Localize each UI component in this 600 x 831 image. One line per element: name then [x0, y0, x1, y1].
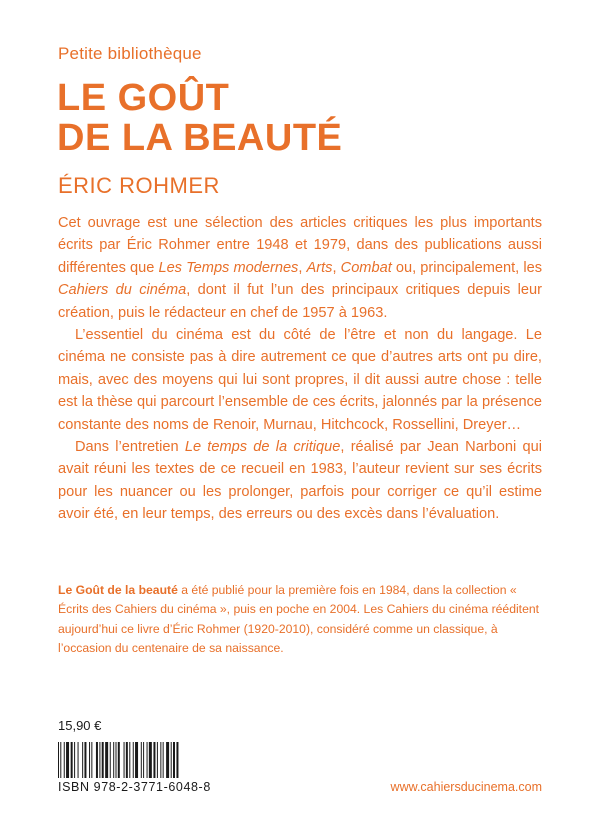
barcode-bar	[143, 742, 144, 778]
barcode-bar	[82, 742, 83, 778]
barcode-bar	[113, 742, 114, 778]
barcode-bar	[89, 742, 90, 778]
barcode-bar	[78, 742, 79, 778]
title-line-2: DE LA BEAUTÉ	[57, 117, 343, 159]
blurb-paragraph-3: Dans l’entretien Le temps de la critique, réalisé par Jean Narboni qui avait réuni les textes de ce recueil en 1983, l’auteur revient sur ses écrits pour les nuancer ou les prolonger, parfois pour corriger ce qu’il estime avoir été, en leur temps, des erreurs ou des excès dans l’évaluation.	[58, 439, 542, 523]
barcode-bar	[66, 742, 69, 778]
barcode-bar	[176, 742, 178, 778]
barcode-bar	[116, 742, 117, 778]
barcode-bar	[149, 742, 152, 778]
barcode-bar	[173, 742, 175, 778]
barcode-bar	[84, 742, 86, 778]
blurb	[58, 212, 542, 526]
barcode-bar	[91, 742, 92, 778]
barcode-bar	[105, 742, 108, 778]
barcode-bar	[60, 742, 61, 778]
barcode-bar	[153, 742, 155, 778]
barcode-bar	[110, 742, 111, 778]
barcode-bar	[160, 742, 161, 778]
barcode-bar	[99, 742, 100, 778]
barcode-bar	[147, 742, 148, 778]
barcode-bar	[124, 742, 125, 778]
barcode-bar	[71, 742, 73, 778]
price: 15,90 €	[58, 718, 102, 733]
isbn: ISBN 978-2-3771-6048-8	[58, 780, 211, 794]
barcode-bar	[102, 742, 104, 778]
barcode	[58, 742, 224, 778]
website-link[interactable]: www.cahiersducinema.com	[390, 780, 542, 794]
barcode-bar	[141, 742, 142, 778]
publication-note: Le Goût de la beauté a été publié pour la première fois en 1984, dans la collection « Écrits des Cahiers du cinéma », puis en poche en 2004. Les Cahiers du cinéma rééditent aujourd’hui ce livre d’Éric Rohmer (1920-2010), considéré comme un classique, à l’occasion du centenaire de sa naissance.	[58, 583, 540, 656]
barcode-bar	[171, 742, 172, 778]
barcode-bar	[135, 742, 138, 778]
barcode-bar	[126, 742, 128, 778]
barcode-bar	[129, 742, 130, 778]
barcode-bar	[166, 742, 169, 778]
barcode-bar	[157, 742, 158, 778]
barcode-bar	[118, 742, 120, 778]
book-title	[57, 78, 342, 158]
author-name: ÉRIC ROHMER	[58, 173, 220, 198]
barcode-bar	[163, 742, 164, 778]
title-line-1: LE GOÛT	[57, 77, 230, 119]
blurb-paragraph-2: L’essentiel du cinéma est du côté de l’être et non du langage. Le cinéma ne consiste pas à dire autrement ce que d’autres arts ont pu dire, mais, avec des moyens qui lui sont propres, il dit aussi autre chose : telle est la thèse qui parcourt l’ensemble de ces écrits, jalonnés par la présence constante des noms de Renoir, Murnau, Hitchcock, Rossellini, Dreyer…	[58, 327, 542, 433]
barcode-bar	[64, 742, 65, 778]
barcode-bar	[74, 742, 75, 778]
series-name: Petite bibliothèque	[58, 44, 202, 63]
note-book-title: Le Goût de la beauté	[58, 583, 178, 597]
barcode-bar	[96, 742, 98, 778]
barcode-bar	[58, 742, 59, 778]
blurb-paragraph-1: Cet ouvrage est une sélection des articles critiques les plus importants écrits par Éric Rohmer entre 1948 et 1979, dans des publications aussi différentes que Les Temps modernes, Arts, Combat ou, principalement, les Cahiers du cinéma, dont il fut l’un des principaux critiques depuis leur création, puis le rédacteur en chef de 1957 à 1963.	[58, 215, 543, 321]
barcode-bar	[133, 742, 134, 778]
